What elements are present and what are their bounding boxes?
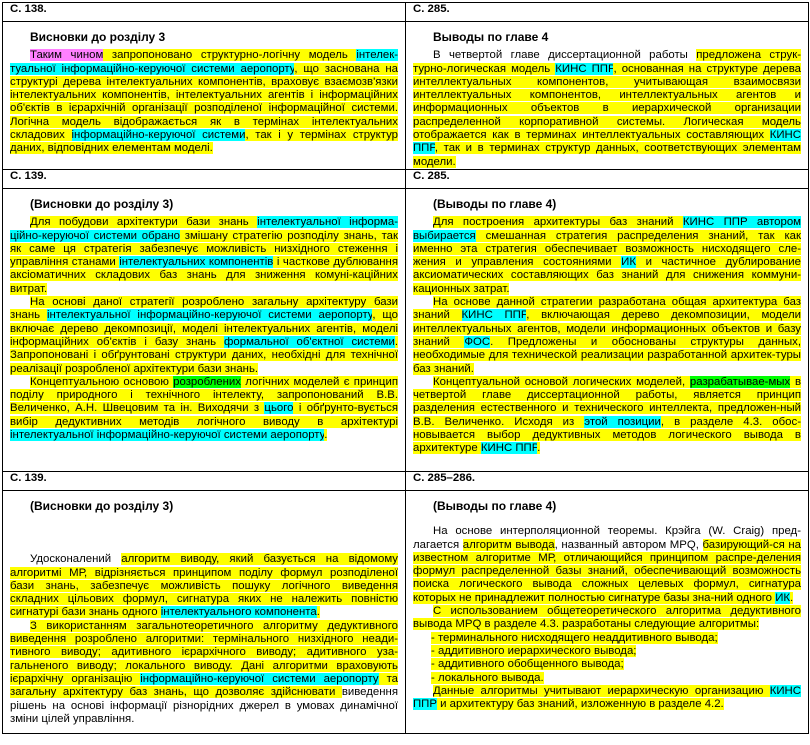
comparison-table: [2, 2, 809, 734]
left-page-ref: С. 139.: [3, 472, 406, 491]
section-heading: Выводы по главе 4: [433, 30, 549, 44]
highlighted-text: На основе данной стратегии разработана общая архитектура баз знаний: [413, 296, 801, 322]
list-item: [413, 672, 801, 685]
paragraph: [10, 553, 398, 619]
highlighted-text: Для побудови архітектури бази знань: [30, 216, 258, 229]
highlighted-text: предложена струк-турно-логическая модель: [413, 49, 801, 75]
highlighted-text: ФОС: [464, 335, 491, 348]
left-page-ref: С. 139.: [3, 170, 406, 189]
paragraph: [10, 216, 398, 296]
text-segment: Удосконалений: [30, 553, 122, 566]
highlighted-text: С использованием общетеоретического алгоритма дедуктивного вывода MPQ в разделе 4.3. разработаны следующие алгоритмы:: [413, 605, 801, 631]
highlighted-text: , основанная на структуре дерева интеллектуальных компонентов, учитывающая взаимосвязи интеллектуальных компонентов, интеллектуальных агентов и информационных объектов в иерархической организации распределенной корпоративной системы. Логическая модель отображается как в терминах интеллектуальных составляющих: [413, 62, 801, 142]
section-heading: (Выводы по главе 4): [433, 499, 557, 513]
highlighted-text: цього: [264, 402, 294, 415]
highlighted-text: и частичное дублирование аксиоматических составляющих баз знаний для снижения коммуни-кационных затрат.: [413, 256, 802, 295]
highlighted-text: КИНС ППР: [555, 62, 614, 75]
highlighted-text: смешанная стратегия распределения знаний, так как именно эта стратегия обеспечивает возможность нисходящего сле-жения и управления состояниями: [413, 229, 801, 269]
highlighted-text: - терминального нисходящего неаддитивного вывода;: [431, 631, 718, 644]
highlighted-text: ИК: [775, 591, 791, 604]
highlighted-text: формальної об'єктної системи: [224, 335, 395, 348]
highlighted-text: , в разделе 4.3. обос-новывается выбор дедуктивных методов логического вывода в архитектуре: [413, 415, 801, 455]
highlighted-text: разрабатывае-мых: [689, 375, 791, 388]
highlighted-text: этой позиции: [584, 415, 661, 428]
highlighted-text: . Запропоновані і обґрунтовані структури даних, необхідні для технічної реалізації розробленої архітектури бази знань.: [10, 335, 398, 375]
list-item: [413, 645, 801, 658]
highlighted-text: .: [790, 591, 794, 604]
highlighted-text: інформаційно-керуючої системи аеропорту: [140, 672, 379, 685]
highlighted-text: ИК: [621, 256, 636, 269]
section-heading: (Висновки до розділу 3): [30, 499, 174, 513]
highlighted-text: .: [324, 429, 328, 442]
highlighted-text: і часткове дублювання аксіоматичних складових баз знань для зниження комуні-каційних витрат.: [10, 256, 399, 295]
highlighted-text: інтелектуальної інформаційно-керуючої системи аеропорту: [46, 309, 373, 322]
section-heading: (Выводы по главе 4): [433, 197, 557, 211]
highlighted-text: інформаційно-керуючої системи: [71, 129, 246, 142]
list-item: [413, 658, 801, 671]
left-text-cell: [3, 189, 406, 472]
left-page-ref: С. 138.: [3, 3, 406, 22]
highlighted-text: и архитектуру баз знаний, изложенную в разделе 4.2.: [436, 698, 724, 711]
highlighted-text: запропоновано структурно-логічну модель: [103, 49, 357, 62]
right-text-cell: [406, 491, 809, 734]
right-page-ref: С. 285.: [406, 3, 809, 22]
paragraph: [413, 605, 801, 632]
highlighted-text: базирующий-ся на известном алгоритме МР, отличающийся принципом распре-деления формул распределенной базы знаний, обеспечивающий возможность поиска логического вывода сложных целевых формул, сигнатура которых не принадлежит полностью сигнатуре базы зна-ний одного: [413, 538, 802, 604]
right-page-ref: С. 285.: [406, 170, 809, 189]
highlighted-text: КИНС ППР: [413, 684, 801, 711]
highlighted-text: Для построения архитектуры баз знаний: [433, 216, 683, 229]
highlighted-text: З використанням загальнотеоретичного алгоритму дедуктивного виведення розроблено алгоритми: термінального низхідного неади-тивного виводу; адитивного ієрархічного виводу; адитивного уза-гальненого виводу; локального виводу. Дані алгоритми враховують ієрархічну організацію: [10, 619, 398, 685]
highlighted-text: інтелек-туальної інформаційно-керуючої системи аеропорту: [10, 49, 398, 75]
highlighted-text: .: [537, 442, 541, 455]
paragraph: [413, 216, 801, 296]
paragraph: [413, 296, 801, 376]
highlighted-text: алгоритм виводу, який базується на відомому алгоритмі МР, відрізняється принципом поділу формул розподіленої бази знань, забезпечує можливість пошуку логічного виведення складних цільових формул, сигнатура яких не належить повністю сигнатурі бази знань одного: [10, 553, 398, 619]
highlighted-text: та загальну архітектуру баз знань, що дозволяє здійснювати: [10, 672, 398, 699]
paragraph: [10, 296, 398, 376]
text-segment: виведення рішень на основі інформації різнорідних джерел в умовах динамічної зміни цілей управління.: [10, 686, 398, 725]
highlighted-text: - аддитивного обобщенного вывода;: [431, 658, 624, 671]
highlighted-text: , що заснована на структурі дерева інтелектуальних компонентів, враховує взаємозв'язки інтелектуальних компонентів, інтелектуальних агентів і інформаційних об'єктів в ієрархічній організації розподіленої інформаційної системи. Логічна модель відображається як в термінах інтелектуальних складових: [10, 62, 398, 142]
highlighted-text: розроблених: [173, 375, 241, 388]
highlighted-text: , так и в терминах структур данных, соответствующих элементам модели.: [413, 142, 801, 168]
highlighted-text: .: [316, 606, 320, 619]
text-segment: В четвертой главе диссертационной работы: [433, 49, 697, 62]
text-segment: , названный автором MPQ,: [554, 538, 703, 551]
highlighted-text: алгоритм вывода: [462, 538, 555, 551]
left-text-cell: [3, 491, 406, 734]
highlighted-text: і обґрунто-вується вибір дедуктивних методів логічного виводу в архітектурі: [10, 402, 398, 428]
paragraph: [413, 685, 801, 712]
highlighted-text: Данные алгоритмы учитывают иерархическую организацию: [433, 684, 770, 697]
paragraph: [10, 376, 398, 442]
left-text-cell: [3, 22, 406, 170]
paragraph: [413, 49, 801, 169]
highlighted-text: інтелектуальної інформа-ційно-керуючої системи обрано: [10, 216, 398, 242]
section-heading: (Висновки до розділу 3): [30, 197, 174, 211]
highlighted-text: КИНС ППР: [413, 129, 801, 155]
highlighted-text: інтелектуальних компонентів: [119, 256, 274, 269]
highlighted-text: КИНС ППР автором выбирается: [413, 216, 801, 242]
highlighted-text: - локального вывода.: [431, 671, 544, 684]
highlighted-text: КИНС ППР: [461, 309, 527, 322]
highlighted-text: На основі даної стратегії розроблено загальну архітектуру бази знань: [10, 296, 398, 322]
paragraph: [10, 49, 398, 155]
highlighted-text: , включающая дерево декомпозиции, модели интеллектуальных агентов, модели информационных объектов и базу знаний: [413, 309, 801, 348]
highlighted-text: змішану стратегію розподілу знань, так як саме ця стратегія забезпечує можливість низхідного стеження і управління станами: [10, 229, 398, 269]
highlighted-text: КИНС ППР: [480, 442, 538, 455]
highlighted-text: в четвертой главе диссертационной работы, является принцип разделения естественного и технического интеллекта, предложен-ный В.В. Величенко. Исходя из: [413, 375, 802, 428]
right-text-cell: [406, 22, 809, 170]
right-page-ref: С. 285–286.: [406, 472, 809, 491]
highlighted-text: - аддитивного иерархического вывода;: [431, 644, 637, 657]
highlighted-text: Концептуальной основой логических моделей,: [433, 375, 690, 388]
highlighted-text: , так і у термінах структур даних, відповідних елементам моделі.: [10, 129, 398, 155]
paragraph: [413, 525, 801, 605]
paragraph: [413, 376, 801, 456]
section-heading: Висновки до розділу 3: [30, 30, 166, 44]
list-item: [413, 632, 801, 645]
highlighted-text: інтелектуального компонента: [160, 606, 317, 619]
highlighted-text: , що включає дерево декомпозиції, моделі інтелектуальних агентів, моделі інформаційних об'єктів і базу знань: [10, 309, 398, 348]
highlighted-text: . Предложены и обоснованы структуры данных, необходимые для технической реализации разработанной архитек-туры баз знаний.: [413, 335, 801, 375]
highlighted-text: інтелектуальної інформаційно-керуючої системи аеропорту: [10, 429, 325, 442]
right-text-cell: [406, 189, 809, 472]
text-segment: На основе интерполяционной теоремы. Крэйга (W. Craig) пред-лагается: [413, 525, 801, 551]
paragraph: [10, 620, 398, 726]
highlighted-text: логічних моделей є принцип поділу природного і технічного інтелекту, запропонований В.В. Величенко, А.Н. Швецовим та ін. Виходячи з: [10, 375, 398, 415]
highlighted-text: Концептуальною основою: [30, 375, 174, 388]
highlighted-text: Таким чином: [30, 49, 104, 62]
